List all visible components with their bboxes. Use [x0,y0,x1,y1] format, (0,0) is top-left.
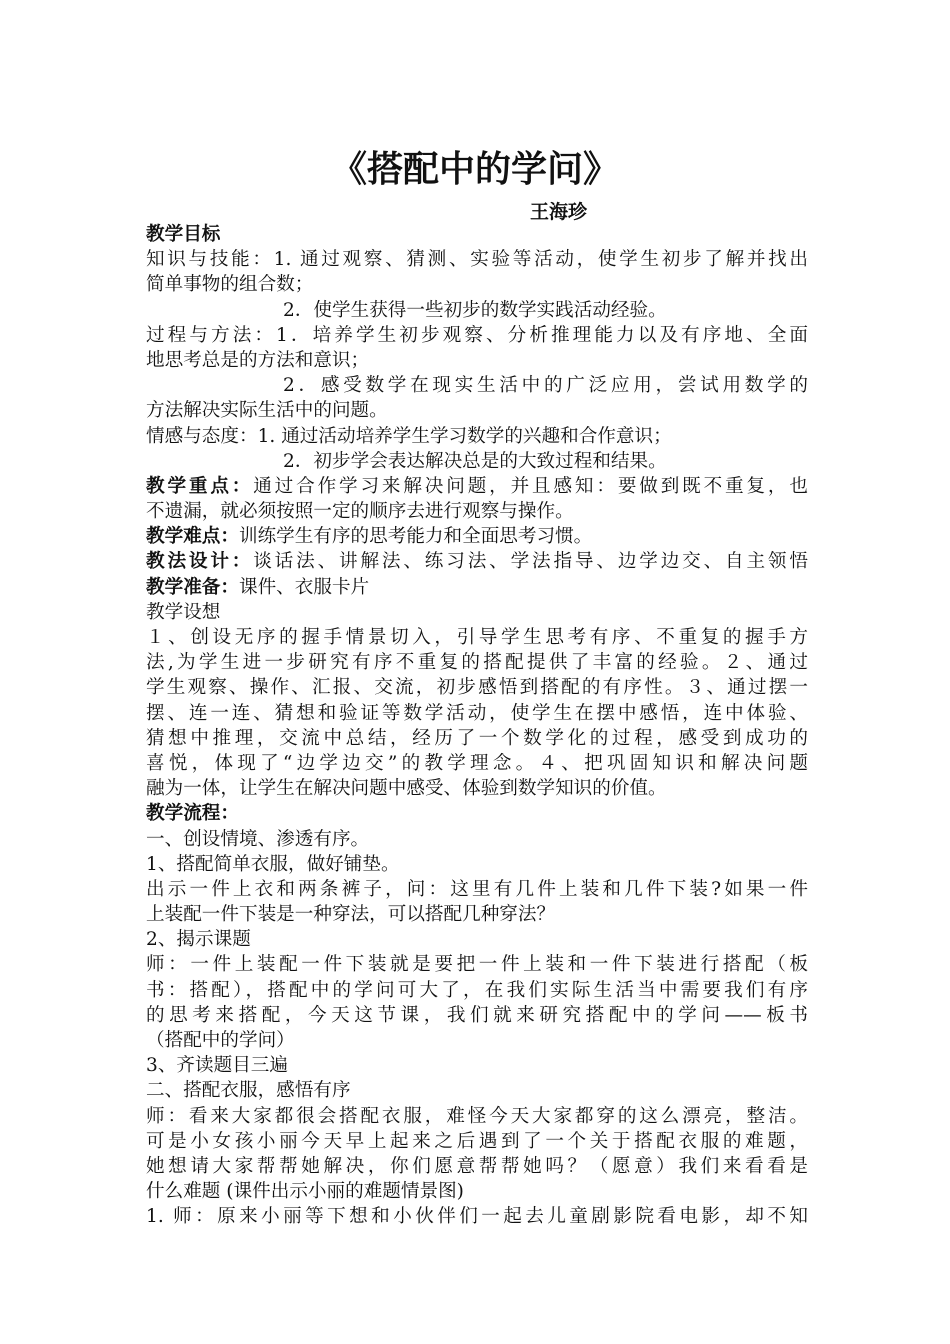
line-text: 她想请大家帮帮她解决，你们愿意帮帮她吗？（愿意）我们来看看是 [146,1155,808,1177]
line-text: 什么难题 (课件出示小丽的难题情景图) [146,1181,464,1203]
line-label: 教学难点： [146,526,239,548]
paragraph-line [146,348,808,373]
paragraph-line [146,449,808,474]
line-text: 二、搭配衣服，感悟有序 [146,1080,351,1102]
line-text: （搭配中的学问） [146,1030,295,1051]
line-text: 学生观察、操作、汇报、交流，初步感悟到搭配的有序性。３、通过摆一 [146,677,808,699]
line-text: 过程与方法：1．培养学生初步观察、分析推理能力以及有序地、全面 [146,324,808,346]
line-text: 谈话法、讲解法、练习法、学法指导、边学边交、自主领悟 [253,551,808,573]
line-text: 出示一件上衣和两条裤子，问：这里有几件上装和几件下装?如果一件 [146,878,808,900]
line-text: 教学设想 [146,601,221,623]
line-text: 课件、衣服卡片 [238,576,370,598]
paragraph-line [146,549,808,574]
line-text: 情感与态度：1. 通过活动培养学生学习数学的兴趣和合作意识； [146,425,672,447]
paragraph-line [146,575,808,600]
document-body [146,222,808,1230]
line-label: 教法设计： [146,551,254,573]
line-text: 喜悦，体现了“边学边交”的教学理念。４、把巩固知识和解决问题 [146,752,808,774]
section-heading [146,801,808,826]
paragraph-line [146,625,808,650]
paragraph-line [146,499,808,524]
line-text: 2．感受数学在现实生活中的广泛应用，尝试用数学的 [283,375,808,397]
line-text: 师：一件上装配一件下装就是要把一件上装和一件下装进行搭配（板 [146,954,808,976]
document-title: 《搭配中的学问》 [330,149,619,190]
paragraph-line [146,726,808,751]
paragraph-line [146,701,808,726]
line-text: 不遗漏，就必须按照一定的顺序去进行观察与操作。 [146,501,574,523]
paragraph-line [146,1204,808,1229]
line-text: 摆、连一连、猜想和验证等数学活动，使学生在摆中感悟，连中体验、 [146,702,808,724]
line-text: 上装配一件下装是一种穿法，可以搭配几种穿法？ [146,904,556,926]
paragraph-line [146,827,808,852]
line-text: 法,为学生进一步研究有序不重复的搭配提供了丰富的经验。２、通过 [146,652,808,674]
paragraph-line [146,1028,808,1053]
line-text: 2、揭示课题 [146,929,251,951]
paragraph-line [146,852,808,877]
line-text: 方法解决实际生活中的问题。 [146,400,388,422]
line-text: 可是小女孩小丽今天早上起来之后遇到了一个关于搭配衣服的难题， [146,1130,808,1152]
line-text: 训练学生有序的思考能力和全面思考习惯。 [238,526,593,548]
line-text: 1. 师：原来小丽等下想和小伙伴们一起去儿童剧影院看电影，却不知 [146,1206,808,1228]
paragraph-line [146,1078,808,1103]
paragraph-line [146,1179,808,1204]
paragraph-line [146,952,808,977]
line-text: 通过合作学习来解决问题，并且感知：要做到既不重复，也 [253,475,808,497]
line-text: 知识与技能：1. 通过观察、猜测、实验等活动，使学生初步了解并找出 [146,249,808,271]
paragraph-line [146,1104,808,1129]
line-text: 1、搭配简单衣服，做好铺垫。 [146,853,400,875]
paragraph-line [146,675,808,700]
paragraph-line [146,877,808,902]
line-text: 猜想中推理，交流中总结，经历了一个数学化的过程，感受到成功的 [146,727,808,749]
paragraph-line [146,1154,808,1179]
paragraph-line [146,247,808,272]
line-label: 教学准备： [146,576,239,598]
line-text: 2．初步学会表达解决总是的大致过程和结果。 [283,450,667,472]
paragraph-line [146,1129,808,1154]
line-text: 师：看来大家都很会搭配衣服，难怪今天大家都穿的这么漂亮，整洁。 [146,1105,808,1127]
paragraph-line [146,323,808,348]
paragraph-line [146,650,808,675]
line-label: 教学重点： [146,475,254,497]
paragraph-line [146,902,808,927]
paragraph-line [146,373,808,398]
paragraph-line [146,600,808,625]
line-text: 2．使学生获得一些初步的数学实践活动经验。 [283,299,667,321]
paragraph-line [146,298,808,323]
paragraph-line [146,927,808,952]
line-text: 简单事物的组合数； [146,274,314,296]
paragraph-line [146,398,808,423]
paragraph-line [146,272,808,297]
paragraph-line [146,524,808,549]
line-text: 融为一体，让学生在解决问题中感受、体验到数学知识的价值。 [146,778,667,800]
paragraph-line [146,424,808,449]
section-heading [146,222,808,247]
author-name: 王海珍 [530,201,588,223]
paragraph-line [146,474,808,499]
paragraph-line [146,978,808,1003]
line-text: 地思考总是的方法和意识； [146,349,370,371]
line-text: 一、创设情境、渗透有序。 [146,828,370,850]
paragraph-line [146,751,808,776]
line-text: 的思考来搭配，今天这节课，我们就来研究搭配中的学问——板书 [146,1004,808,1026]
paragraph-line [146,776,808,801]
paragraph-line [146,1003,808,1028]
line-text: 3、齐读题目三遍 [146,1055,288,1077]
line-text: 书：搭配），搭配中的学问可大了，在我们实际生活当中需要我们有序 [146,979,808,1001]
line-text: １、创设无序的握手情景切入，引导学生思考有序、不重复的握手方 [146,627,808,648]
paragraph-line [146,1053,808,1078]
line-label: 教学目标 [146,224,221,245]
line-label: 教学流程： [146,803,239,825]
